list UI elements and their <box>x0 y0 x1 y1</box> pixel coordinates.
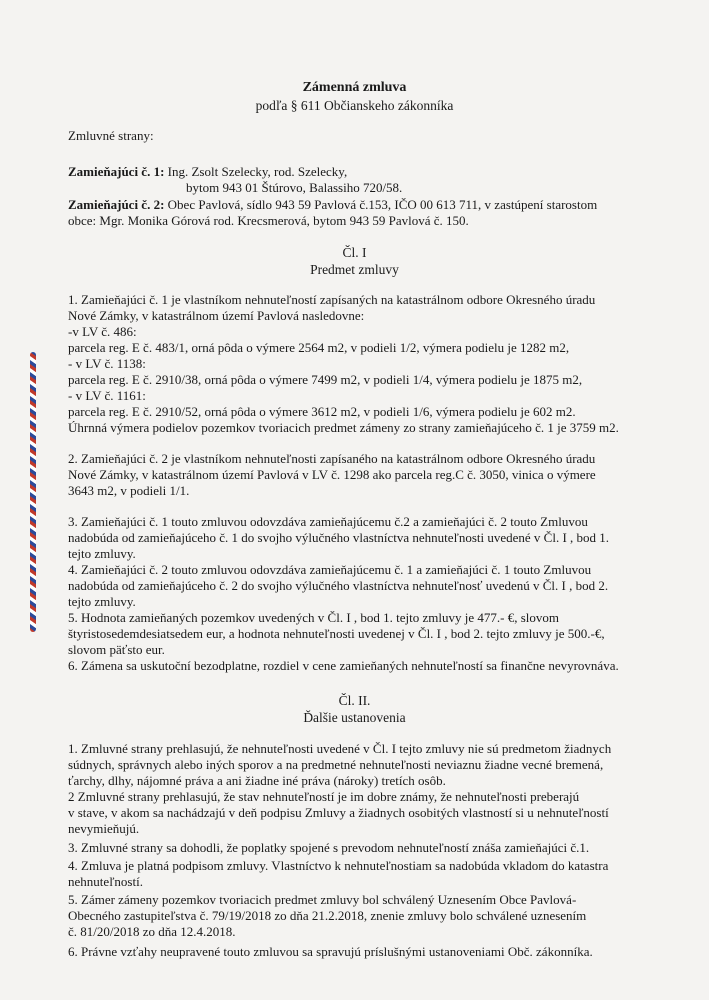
art1-line: tejto zmluvy. <box>68 594 136 609</box>
art2-line: súdnych, správnych alebo iných sporov a na predmetné nehnuteľnosti neviaznu žiadne vecné bremená, <box>68 757 604 772</box>
party1-name: Ing. Zsolt Szelecky, rod. Szelecky, <box>167 164 348 179</box>
party1-line1 <box>68 164 347 180</box>
article1-name: Predmet zmluvy <box>310 262 399 277</box>
art1-line: 6. Zámena sa uskutoční bezodplatne, rozdiel v cene zamieňaných nehnuteľností sa finančne nevyrovnáva. <box>68 658 619 673</box>
party2-representative: obce: Mgr. Monika Górová rod. Krecsmerová, bytom 943 59 Pavlová č. 150. <box>68 213 469 228</box>
art1-line: 2. Zamieňajúci č. 2 je vlastníkom nehnuteľnosti zapísaného na katastrálnom odbore Okresného úradu <box>68 451 596 466</box>
art1-line: slovom päťsto eur. <box>68 642 165 657</box>
art2-line: 4. Zmluva je platná podpisom zmluvy. Vlastníctvo k nehnuteľnostiam sa nadobúda vkladom do katastra <box>68 858 609 873</box>
art1-line: - v LV č. 1161: <box>68 388 146 403</box>
art1-line: Úhrnná výmera podielov pozemkov tvoriacich predmet zámeny zo strany zamieňajúceho č. 1 je 3759 m2. <box>68 420 619 435</box>
document-title: Zámenná zmluva <box>302 80 407 95</box>
art1-line: tejto zmluvy. <box>68 546 136 561</box>
art2-line: 2 Zmluvné strany prehlasujú, že stav nehnuteľností je im dobre známy, že nehnuteľnosti preberajú <box>68 789 580 804</box>
article2-name: Ďalšie ustanovenia <box>303 710 406 725</box>
art2-line: 3. Zmluvné strany sa dohodli, že poplatky spojené s prevodom nehnuteľností znáša zamieňajúci č.1. <box>68 840 590 855</box>
art2-line: 6. Právne vzťahy neupravené touto zmluvou sa spravujú príslušnými ustanoveniami Obč. zákonníka. <box>68 944 593 959</box>
art1-line: 4. Zamieňajúci č. 2 touto zmluvou odovzdáva zamieňajúcemu č. 1 a zamieňajúci č. 1 touto Zmluvou <box>68 562 592 577</box>
art2-line: č. 81/20/2018 zo dňa 12.4.2018. <box>68 924 236 939</box>
article1-heading: Čl. I <box>342 245 367 260</box>
party2-label: Zamieňajúci č. 2: <box>68 197 165 212</box>
art1-line: -v LV č. 486: <box>68 324 137 339</box>
art2-line: 5. Zámer zámeny pozemkov tvoriacich predmet zmluvy bol schválený Uznesením Obce Pavlová- <box>68 892 577 907</box>
party2-line1 <box>68 197 597 213</box>
art1-line: - v LV č. 1138: <box>68 356 146 371</box>
art2-line: nehnuteľností. <box>68 874 143 889</box>
article2-heading: Čl. II. <box>338 693 371 708</box>
art1-line: štyristosedemdesiatsedem eur, a hodnota nehnuteľnosti uvedenej v Čl. I , bod 2. tejto zmluvy je 500.-€, <box>68 626 605 641</box>
binding-cord <box>30 352 36 632</box>
art2-line: 1. Zmluvné strany prehlasujú, že nehnuteľnosti uvedené v Čl. I tejto zmluvy nie sú predmetom žiadnych <box>68 741 612 756</box>
art1-line: nadobúda od zamieňajúceho č. 1 do svojho výlučného vlastníctva nehnuteľnosti uvedené v Čl. I , bod 1. <box>68 530 610 545</box>
art2-line: nevymieňujú. <box>68 821 140 836</box>
art1-line: 3. Zamieňajúci č. 1 touto zmluvou odovzdáva zamieňajúcemu č.2 a zamieňajúci č. 2 touto Zmluvou <box>68 514 588 529</box>
parties-label: Zmluvné strany: <box>68 128 154 143</box>
art1-line: Nové Zámky, v katastrálnom území Pavlová v LV č. 1298 ako parcela reg.C č. 3050, vinica o výmere <box>68 467 596 482</box>
art1-line: 1. Zamieňajúci č. 1 je vlastníkom nehnuteľností zapísaných na katastrálnom odbore Okresného úradu <box>68 292 596 307</box>
art1-line: parcela reg. E č. 483/1, orná pôda o výmere 2564 m2, v podieli 1/2, výmera podielu je 1282 m2, <box>68 340 570 355</box>
party2-name: Obec Pavlová, sídlo 943 59 Pavlová č.153, IČO 00 613 711, v zastúpení starostom <box>167 197 598 212</box>
art1-line: Nové Zámky, v katastrálnom území Pavlová nasledovne: <box>68 308 365 323</box>
party1-address: bytom 943 01 Štúrovo, Balassiho 720/58. <box>186 180 403 195</box>
art1-line: parcela reg. E č. 2910/52, orná pôda o výmere 3612 m2, v podieli 1/6, výmera podielu je 602 m2. <box>68 404 576 419</box>
art1-line: 3643 m2, v podieli 1/1. <box>68 483 190 498</box>
art2-line: v stave, v akom sa nachádzajú v deň podpisu Zmluvy a žiadnych osobitých vlastností si u nehnuteľností <box>68 805 609 820</box>
art1-line: nadobúda od zamieňajúceho č. 2 do svojho výlučného vlastníctva nehnuteľnosť uvedenú v Čl. I , bod 2. <box>68 578 609 593</box>
art2-line: Obecného zastupiteľstva č. 79/19/2018 zo dňa 21.2.2018, znenie zmluvy bolo schválené uznesením <box>68 908 587 923</box>
art1-line: 5. Hodnota zamieňaných pozemkov uvedených v Čl. I , bod 1. tejto zmluvy je 477.- €, slovom <box>68 610 560 625</box>
art2-line: ťarchy, dlhy, nájomné práva a ani žiadne iné práva (nároky) tretích osôb. <box>68 773 446 788</box>
document-subtitle: podľa § 611 Občianskeho zákonníka <box>255 98 454 113</box>
art1-line: parcela reg. E č. 2910/38, orná pôda o výmere 7499 m2, v podieli 1/4, výmera podielu je 1875 m2, <box>68 372 583 387</box>
party1-label: Zamieňajúci č. 1: <box>68 164 165 179</box>
